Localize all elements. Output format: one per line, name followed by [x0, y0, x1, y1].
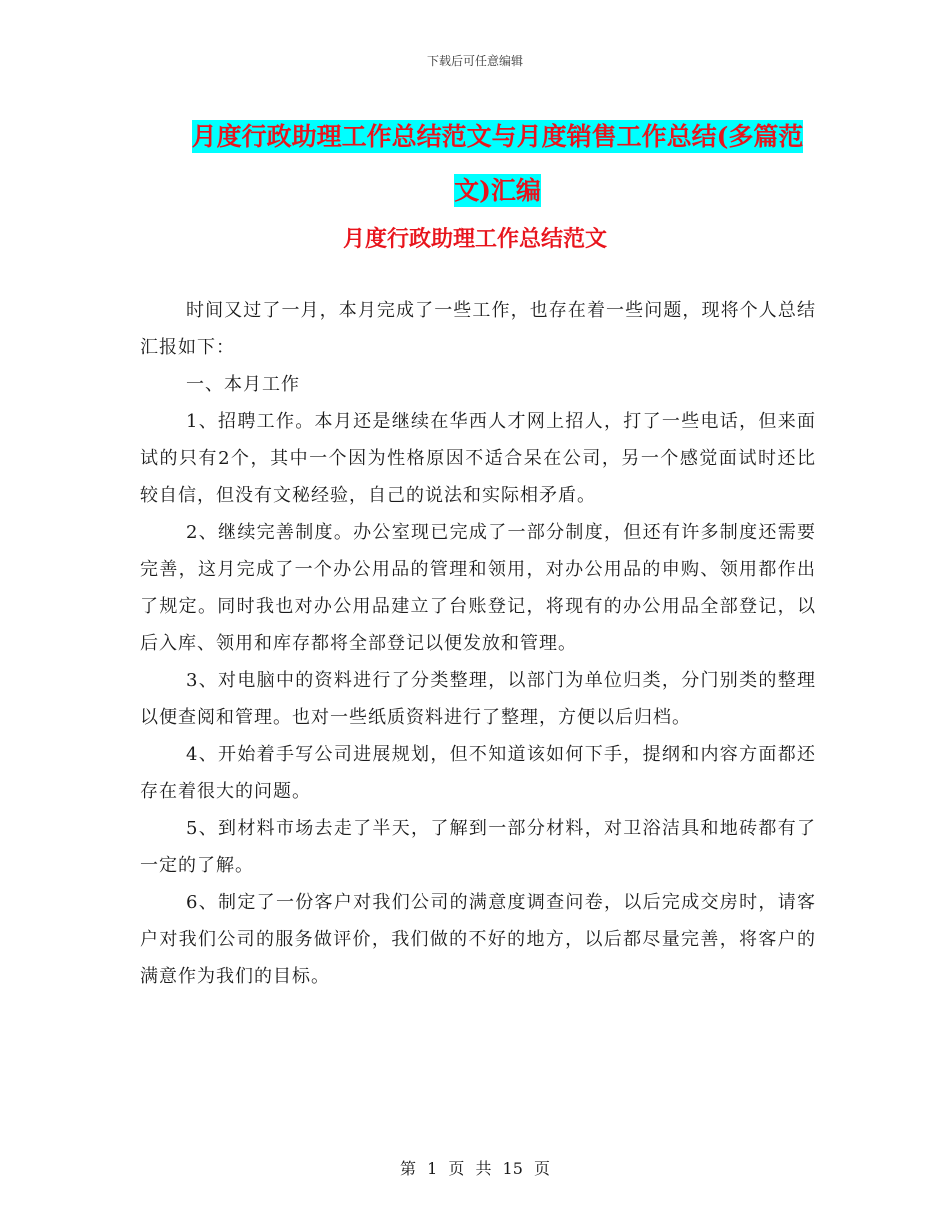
paragraph: 4、开始着手写公司进展规划，但不知道该如何下手，提纲和内容方面都还存在着很大的问题。	[140, 744, 816, 802]
paragraph: 2、继续完善制度。办公室现已完成了一部分制度，但还有许多制度还需要完善，这月完成了一个办公用品的管理和领用，对办公用品的申购、领用都作出了规定。同时我也对办公用品建立了台账登记，将现有的办公用品全部登记，以后入库、领用和库存都将全部登记以便发放和管理。	[140, 522, 816, 654]
page-number: 第 1 页 共 15 页	[400, 1159, 550, 1178]
paragraph: 6、制定了一份客户对我们公司的满意度调查问卷，以后完成交房时，请客户对我们公司的服务做评价，我们做的不好的地方，以后都尽量完善，将客户的满意作为我们的目标。	[140, 892, 816, 987]
paragraph: 时间又过了一月，本月完成了一些工作，也存在着一些问题，现将个人总结汇报如下：	[140, 300, 816, 358]
paragraph: 3、对电脑中的资料进行了分类整理，以部门为单位归类，分门别类的整理以便查阅和管理。也对一些纸质资料进行了整理，方便以后归档。	[140, 670, 816, 728]
paragraph: 1、招聘工作。本月还是继续在华西人才网上招人，打了一些电话，但来面试的只有2个，其中一个因为性格原因不适合呆在公司，另一个感觉面试时还比较自信，但没有文秘经验，自己的说法和实际相矛盾。	[140, 411, 816, 506]
page-header-note: 下载后可任意编辑	[426, 54, 523, 68]
document-title	[175, 110, 820, 218]
section-title: 月度行政助理工作总结范文	[342, 226, 607, 252]
document-body	[140, 292, 816, 995]
paragraph: 一、本月工作	[186, 374, 300, 395]
document-title-highlight: 月度行政助理工作总结范文与月度销售工作总结(多篇范文)汇编	[191, 122, 804, 205]
paragraph: 5、到材料市场去走了半天，了解到一部分材料，对卫浴洁具和地砖都有了一定的了解。	[140, 818, 816, 876]
